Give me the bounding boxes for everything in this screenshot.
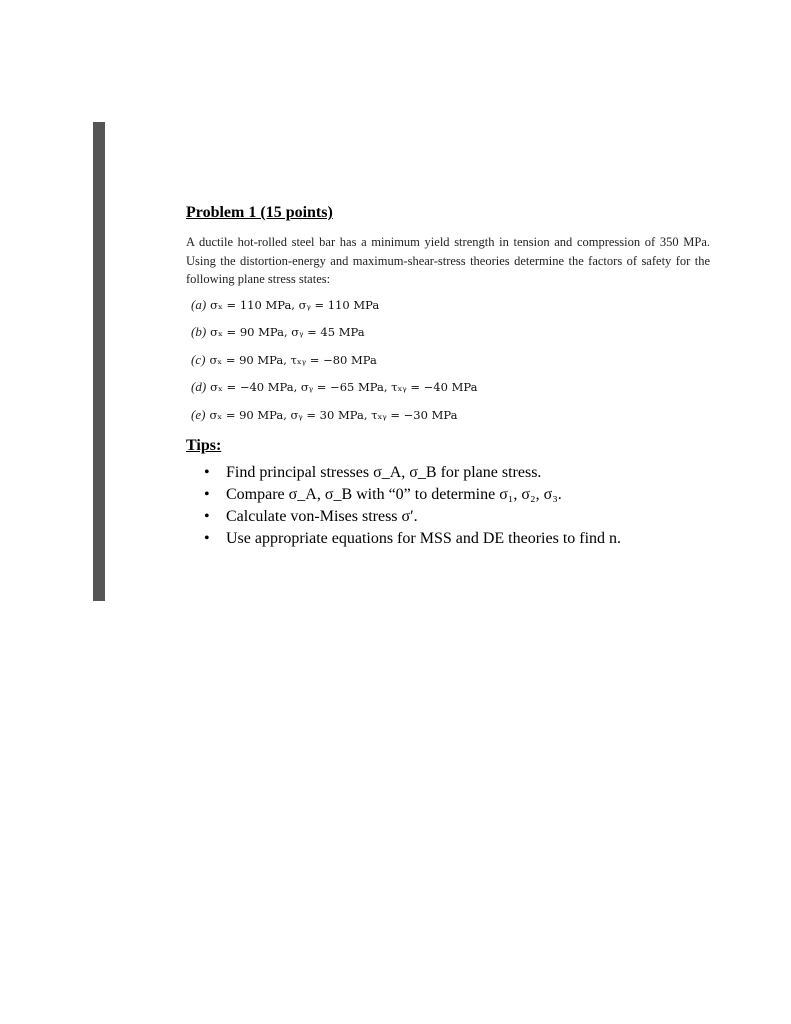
tip-text: Compare σ_A, σ_B with “0” to determine σ₁, σ₂, σ₃. xyxy=(226,486,562,503)
case-label: (d) xyxy=(191,379,207,394)
tip-text: Use appropriate equations for MSS and DE theories to find n. xyxy=(226,530,622,547)
stress-cases-list xyxy=(191,297,726,435)
stress-case-a xyxy=(191,297,726,325)
case-label: (b) xyxy=(191,324,207,339)
case-label: (c) xyxy=(191,351,206,367)
problem-intro: A ductile hot-rolled steel bar has a minimum yield strength in tension and compression of 350 MPa. Using the distortion-energy and maximum-shear-stress theories determine the factors of safety for the following plane stress states: xyxy=(186,235,710,286)
problem-heading: Problem 1 (15 points) xyxy=(186,204,333,221)
tip-item xyxy=(204,484,726,506)
stress-case-e xyxy=(191,407,726,435)
stress-case-b xyxy=(191,324,726,352)
bullet-icon: • xyxy=(204,464,210,481)
case-label: (e) xyxy=(191,406,206,422)
tip-text: Find principal stresses σ_A, σ_B for plane stress. xyxy=(226,464,542,481)
problem-content xyxy=(186,203,726,550)
tip-text: Calculate von-Mises stress σ′. xyxy=(226,508,418,525)
tip-item xyxy=(204,506,726,528)
bullet-icon: • xyxy=(204,508,210,525)
page-margin-bar xyxy=(93,122,105,601)
case-equation: σₓ = 90 MPa, σᵧ = 30 MPa, τₓᵧ = −30 MPa xyxy=(209,407,458,422)
case-equation: σₓ = 90 MPa, τₓᵧ = −80 MPa xyxy=(209,352,377,367)
case-equation: σₓ = 90 MPa, σᵧ = 45 MPa xyxy=(210,325,365,339)
case-equation: σₓ = −40 MPa, σᵧ = −65 MPa, τₓᵧ = −40 MPa xyxy=(210,380,478,394)
tips-list xyxy=(186,462,726,550)
bullet-icon: • xyxy=(204,530,210,547)
case-label: (a) xyxy=(191,296,207,312)
stress-case-d xyxy=(191,379,726,407)
case-equation: σₓ = 110 MPa, σᵧ = 110 MPa xyxy=(210,297,380,312)
tip-item xyxy=(204,462,726,484)
stress-case-c xyxy=(191,352,726,380)
tips-heading: Tips: xyxy=(186,437,222,454)
bullet-icon: • xyxy=(204,486,210,503)
tip-item xyxy=(204,528,726,550)
